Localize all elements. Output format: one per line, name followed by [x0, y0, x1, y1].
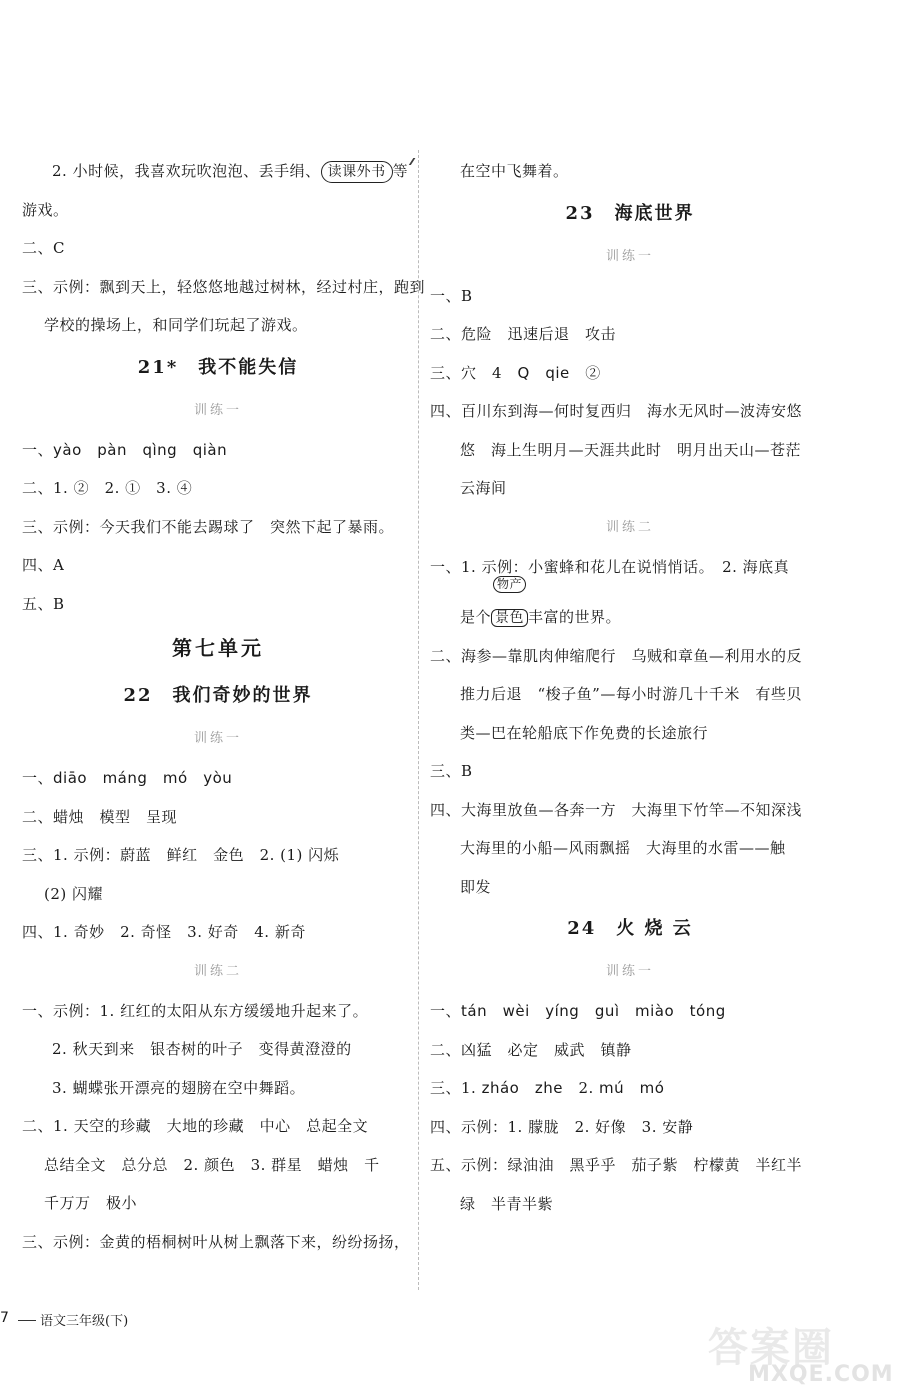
answer-line: 二、危险 迅速后退 攻击 — [430, 325, 617, 343]
answer-line: 四、百川东到海—何时复西归 海水无风时—波涛安悠 — [430, 402, 803, 420]
answer-line: 一、yào pàn qìng qiàn — [22, 440, 228, 459]
answer-line: 二、海参—靠肌肉伸缩爬行 乌贼和章鱼—利用水的反 — [430, 646, 803, 665]
answer-line: (2) 闪耀 — [44, 884, 104, 903]
section-label: 训练一 — [605, 248, 654, 264]
handwritten-correction: 物产 景色 — [491, 598, 528, 637]
answer-line: 二、凶猛 必定 威武 镇静 — [430, 1040, 632, 1059]
answer-line: 二、1. 天空的珍藏 大地的珍藏 中心 总起全文 — [22, 1117, 369, 1135]
answer-line: 五、B — [22, 594, 65, 613]
section-label: 训练二 — [193, 963, 242, 979]
lesson-title: 21* 我不能失信 — [137, 356, 299, 378]
page-footer — [0, 1300, 900, 1390]
book-name: 语文三年级(下) — [40, 1314, 129, 1329]
answer-line: 3. 蝴蝶张开漂亮的翅膀在空中舞蹈。 — [52, 1078, 306, 1097]
answer-line: 在空中飞舞着。 — [460, 162, 569, 180]
section-label: 训练一 — [193, 402, 242, 418]
lesson-title: 22 我们奇妙的世界 — [123, 685, 313, 706]
footer-rule — [18, 1320, 36, 1321]
answer-line: 绿 半青半紫 — [460, 1194, 554, 1213]
answer-line: 总结全文 总分总 2. 颜色 3. 群星 蜡烛 千 — [44, 1155, 380, 1174]
answer-line: 一、tán wèi yíng guì miào tóng — [430, 1002, 726, 1020]
answer-line: 推力后退 “梭子鱼”—每小时游几十千米 有些贝 — [460, 685, 802, 703]
lesson-title: 24 火 烧 云 — [567, 918, 693, 939]
answer-line: 悠 海上生明月—天涯共此时 明月出天山—苍茫 — [460, 440, 802, 459]
column-divider — [418, 150, 420, 1290]
section-label: 训练一 — [605, 964, 654, 979]
unit-title: 第七单元 — [172, 636, 264, 660]
watermark-logo: 答案圈 MXQE.COM — [708, 1325, 894, 1387]
answer-line: 三、B — [430, 762, 473, 780]
answer-line: 三、示例：飘到天上，轻悠悠地越过树林，经过村庄，跑到 — [22, 277, 426, 296]
answer-line: 2. 秋天到来 银杏树的叶子 变得黄澄澄的 — [52, 1040, 352, 1058]
handwritten-marks-icon: ⁄⁄⁄ — [410, 157, 413, 168]
answer-line: 是个 物产 景色 丰富的世界。 — [430, 598, 830, 637]
answer-line: 即发 — [460, 877, 492, 896]
answer-line: 四、A — [22, 556, 65, 574]
right-column — [430, 152, 830, 1223]
page-number: 7 — [0, 1310, 9, 1326]
answer-line: 三、穴 4 Q qie ② — [430, 363, 601, 382]
answer-line: 三、1. 示例：蔚蓝 鲜红 金色 2. (1) 闪烁 — [22, 846, 340, 864]
answer-line: 游戏。 — [22, 200, 69, 219]
answer-line: 四、示例：1. 朦胧 2. 好像 3. 安静 — [430, 1117, 694, 1136]
answer-line: 千万万 极小 — [44, 1194, 138, 1212]
answer-line: 一、B — [430, 286, 473, 305]
answer-line: 大海里的小船—风雨飘摇 大海里的水雷——触 — [460, 839, 786, 857]
answer-line: 类—巴在轮船底下作免费的长途旅行 — [460, 723, 709, 742]
answer-line: 三、示例：今天我们不能去踢球了 突然下起了暴雨。 — [22, 517, 395, 536]
answer-line: 二、C — [22, 239, 65, 257]
answer-line: 三、示例：金黄的梧桐树叶从树上飘落下来，纷纷扬扬， — [22, 1232, 410, 1251]
answer-line: 二、蜡烛 模型 呈现 — [22, 807, 178, 826]
answer-line: 五、示例：绿油油 黑乎乎 茄子紫 柠檬黄 半红半 — [430, 1156, 803, 1174]
answer-line: 二、1. ② 2. ① 3. ④ — [22, 479, 193, 497]
lesson-title: 23 海底世界 — [565, 202, 695, 224]
answer-line: 四、1. 奇妙 2. 奇怪 3. 好奇 4. 新奇 — [22, 923, 306, 941]
answer-line: 一、示例：1. 红红的太阳从东方缓缓地升起来了。 — [22, 1001, 369, 1020]
answer-line: 三、1. zháo zhe 2. mú mó — [430, 1079, 665, 1097]
section-label: 训练一 — [193, 731, 242, 746]
answer-line: 云海间 — [460, 479, 507, 497]
answer-line: 四、大海里放鱼—各奔一方 大海里下竹竿—不知深浅 — [430, 800, 803, 819]
circled-answer: 读课外书 ⁄⁄⁄ — [321, 152, 393, 191]
left-column — [22, 152, 426, 1261]
answer-line: 一、diāo máng mó yòu — [22, 769, 233, 787]
answer-line: 学校的操场上，和同学们玩起了游戏。 — [44, 316, 308, 334]
answer-line: 2. 小时候，我喜欢玩吹泡泡、丢手绢、 读课外书 ⁄⁄⁄ 等 — [22, 152, 414, 191]
answer-line: 一、1. 示例：小蜜蜂和花儿在说悄悄话。 2. 海底真 — [430, 557, 790, 576]
section-label: 训练二 — [605, 519, 654, 535]
